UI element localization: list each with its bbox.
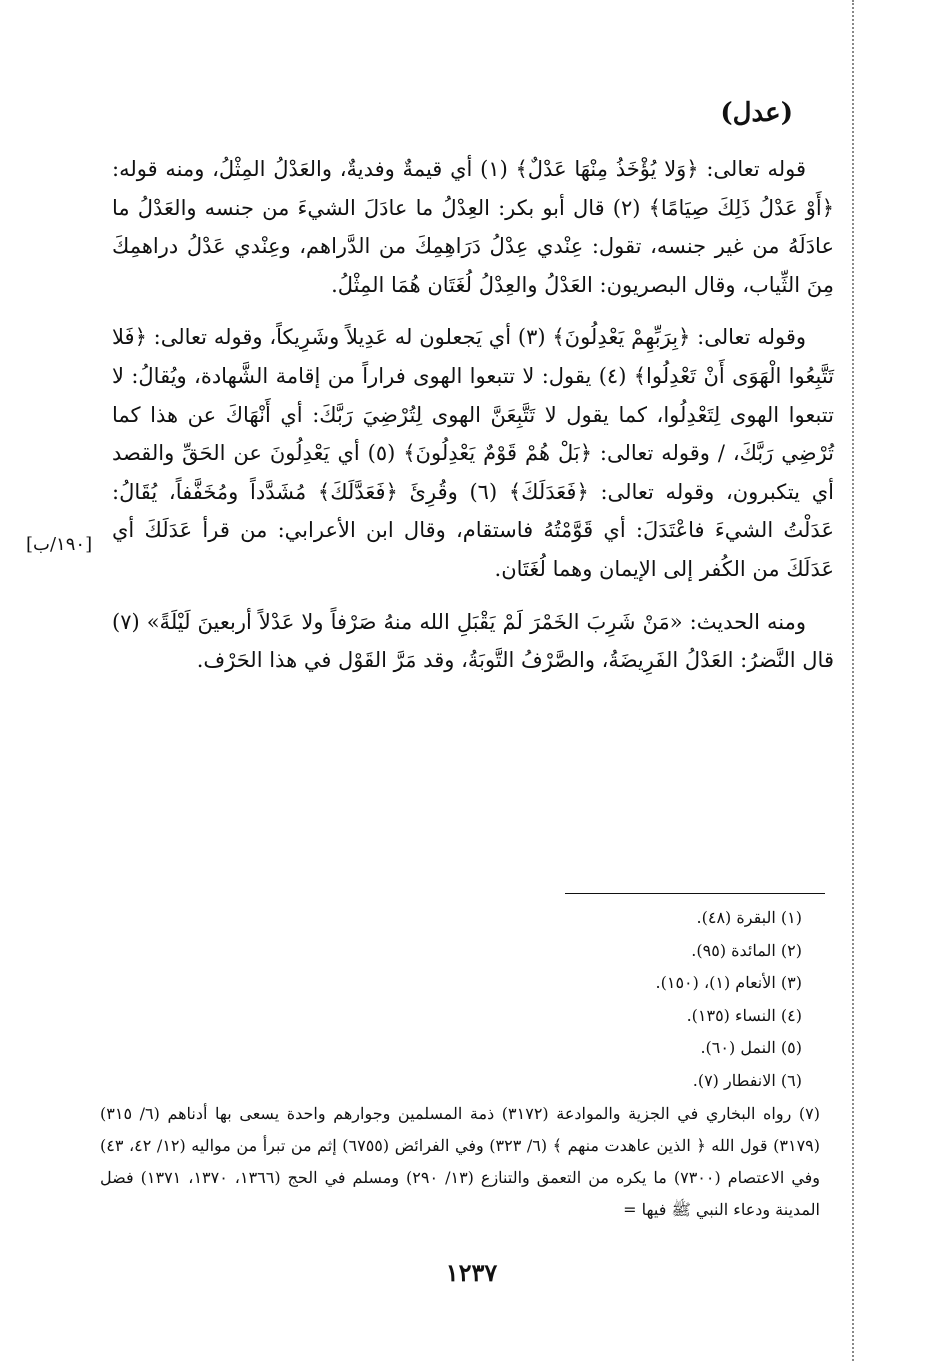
footnote-3: (٣) الأنعام (١)، (١٥٠). <box>655 973 802 993</box>
footnote-1: (١) البقرة (٤٨). <box>696 908 802 927</box>
footnote-2: (٢) المائدة (٩٥). <box>691 940 802 960</box>
footnote-4: (٤) النساء (١٣٥). <box>686 1005 802 1025</box>
page-number: ١٢٣٧ <box>445 1258 498 1287</box>
footnotes <box>100 902 820 1226</box>
footnote-6: (٦) الانفطار (٧). <box>692 1070 802 1090</box>
entry-heading: (عدل) <box>720 98 793 128</box>
entry-body <box>112 150 834 680</box>
paragraph-3: ومنه الحديث: «مَنْ شَرِبَ الخَمْرَ لَمْ يَقْبَلِ الله منهُ صَرْفاً ولا عَدْلاً أربعينَ لَيْلَةً» (٧) قال النَّضرُ: العَدْلُ الفَرِيضَةُ، والصَّرْفُ التَّوبَةُ، وقد مَرَّ القَوْل في هذا الحَرْف. <box>112 609 834 673</box>
footnote-7: (٧) رواه البخاري في الجزية والموادعة (٣١٧٢) ذمة المسلمين وجوارهم واحدة يسعى بها أدناهم (٦/ ٣١٥)(٣١٧٩) قول الله ﴿ الذين عاهدت منهم ﴾ (٦/ ٣٢٣) وفي الفرائض (٦٧٥٥) إثم من تبرأ من مواليه (١٢/ ٤٢، ٤٣) وفي الاعتصام (٧٣٠٠) ما يكره من التعمق والتنازع (١٣/ ٢٩٠) ومسلم في الحج (١٣٦٦، ١٣٧٠، ١٣٧١) فضل المدينة ودعاء النبي ﷺ فيها = <box>100 1103 821 1219</box>
page-edge-dotted-line <box>852 0 854 1361</box>
paragraph-2: وقوله تعالى: ﴿بِرَبِّهِمْ يَعْدِلُونَ﴾ (٣) أي يَجعلون له عَدِيلاً وشَرِيكاً، وقوله تعالى: ﴿فَلا تَتَّبِعُوا الْهَوَى أَنْ تَعْدِلُوا﴾ (٤) يقول: لا تتبعوا الهوى فراراً من إقامة الشَّهادة، ويُقالُ: لا تتبعوا الهوى لِتَعْدِلُوا، كما يقول لا تَتَّبِعَنَّ الهوى لِتُرْضِيَ رَبَّكَ: أي أَنْهَاكَ عن هذا كما تُرْضِي رَبَّكَ، / وقوله تعالى: ﴿بَلْ هُمْ قَوْمٌ يَعْدِلُونَ﴾ (٥) أي يَعْدِلُونَ عن الحَقِّ والقصد أي يتكبرون، وقوله تعالى: ﴿فَعَدَلَكَ﴾ (٦) وقُرِئَ ﴿فَعَدَّلَكَ﴾ مُشَدَّداً ومُخَفَّفاً، يُقَالُ: عَدَلْتُ الشيءَ فاعْتَدَلَ: أي قَوَّمْتُهُ فاستقام، وقال ابن الأعرابي: من قرأ عَدَلَكَ أي عَدَلَكَ من الكُفر إلى الإيمان وهما لُغَتَان. <box>112 325 835 581</box>
footnote-separator <box>565 893 825 894</box>
paragraph-1: قوله تعالى: ﴿وَلا يُؤْخَذُ مِنْهَا عَدْلٌ﴾ (١) أي قيمةٌ وفديةٌ، والعَدْلُ المِثْلُ، ومنه قوله: ﴿أَوْ عَدْلُ ذَلِكَ صِيَامًا﴾ (٢) قال أبو بكر: العِدْلُ ما عادَلَ الشيءَ من جنسه والعَدْلُ ما عادَلَهُ من غير جنسه، تقول: عِنْدي عِدْلُ دَرَاهِمِكَ من الدَّراهم، وعِنْدي عَدْلُ دراهمِكَ مِنَ الثِّياب، وقال البصريون: العَدْلُ والعِدْلُ لُغَتَان هُمَا المِثْلُ. <box>112 157 834 297</box>
footnote-5: (٥) النمل (٦٠). <box>700 1038 802 1058</box>
manuscript-folio-reference: [١٩٠/ب] <box>26 534 93 555</box>
